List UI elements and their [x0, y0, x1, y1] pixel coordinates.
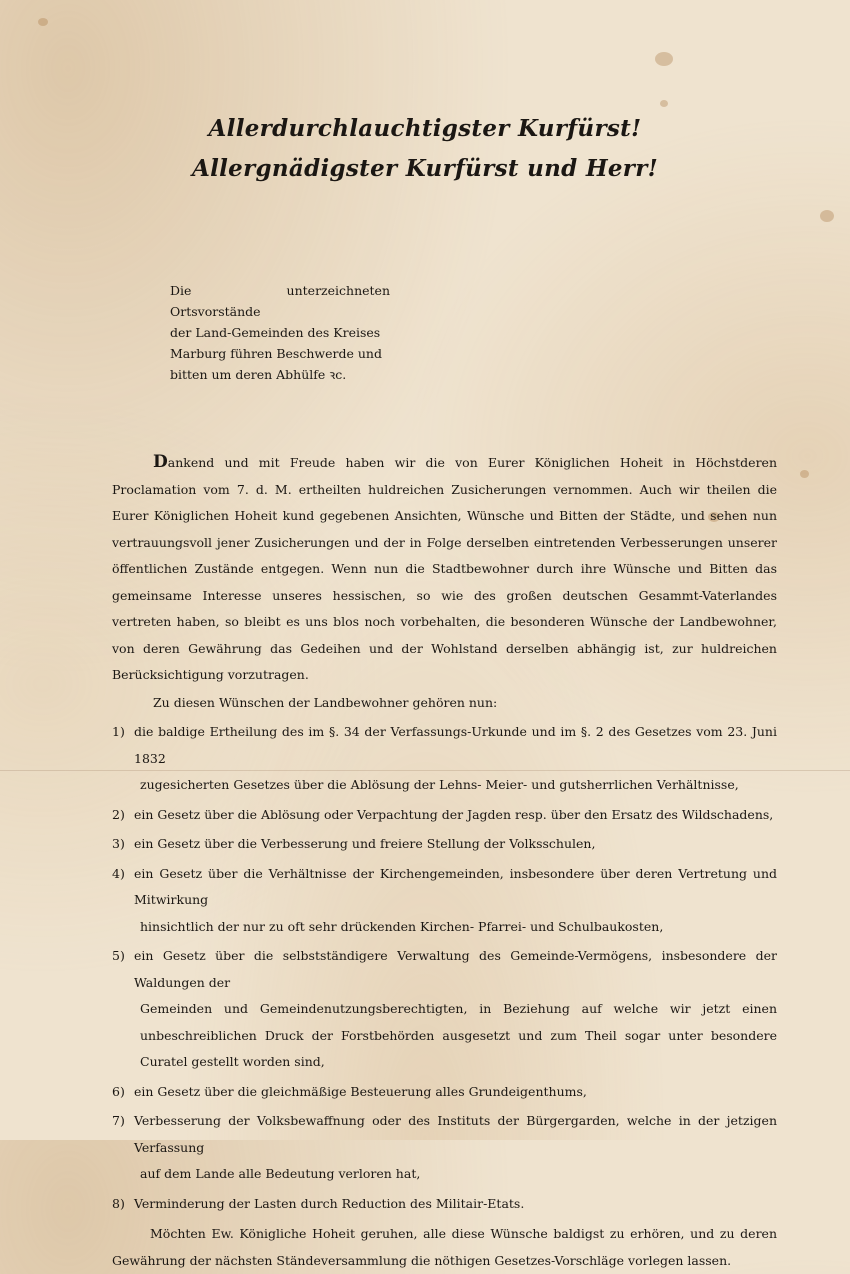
subject-summary: [170, 280, 390, 385]
list-item: [112, 943, 777, 1076]
list-item-continuation: Gemeinden und Gemeindenutzungsberechtigten, in Beziehung auf welche wir jetzt einen unbeschreiblichen Druck der Forstbehörden ausgesetzt und zum Theil sogar unter besondere Curatel gestellt worden sind,: [140, 1001, 777, 1069]
drop-cap: D: [153, 452, 168, 472]
list-item-number: 8): [112, 1195, 125, 1211]
subject-line: Marburg führen Beschwerde und: [170, 346, 382, 361]
subject-line: der Land-Gemeinden des Kreises: [170, 325, 381, 340]
list-item-continuation: hinsichtlich der nur zu oft sehr drückenden Kirchen- Pfarrei- und Schulbaukosten,: [140, 918, 664, 934]
list-item-text: ein Gesetz über die Ablösung oder Verpachtung der Jagden resp. über den Ersatz des Wildschadens,: [134, 806, 774, 822]
list-item-number: 1): [112, 724, 125, 739]
list-intro: Zu diesen Wünschen der Landbewohner gehören nun:: [153, 694, 498, 710]
list-item-text: ein Gesetz über die Verhältnisse der Kirchengemeinden, insbesondere über deren Vertretung und Mitwirkung: [134, 865, 777, 907]
list-item-number: 6): [112, 1083, 125, 1099]
list-item-number: 2): [112, 806, 125, 822]
closing-paragraph: Möchten Ew. Königliche Hoheit geruhen, alle diese Wünsche baldigst zu erhören, und zu deren Gewährung der nächsten Ständeversammlung die nöthigen Gesetzes-Vorschläge vorlegen lassen.: [112, 1226, 777, 1268]
list-item-text: ein Gesetz über die gleichmäßige Besteuerung alles Grundeigenthums,: [134, 1083, 587, 1099]
list-item-continuation: zugesicherten Gesetzes über die Ablösung der Lehns- Meier- und gutsherrlichen Verhältnisse,: [140, 777, 739, 792]
list-item: [112, 1108, 777, 1188]
heading-line-1: Allerdurchlauchtigster Kurfürst!: [208, 115, 642, 142]
list-item-text: ein Gesetz über die selbstständigere Verwaltung des Gemeinde-Vermögens, insbesondere der Waldungen der: [134, 948, 777, 990]
list-item-text: Verminderung der Lasten durch Reduction des Militair-Etats.: [134, 1195, 525, 1211]
list-item-continuation: auf dem Lande alle Bedeutung verloren hat,: [140, 1166, 421, 1181]
list-item: [112, 1191, 777, 1218]
list-item: [112, 831, 777, 858]
list-item: [112, 861, 777, 941]
list-item-text: die baldige Ertheilung des im §. 34 der Verfassungs-Urkunde und im §. 2 des Gesetzes vom 23. Juni 1832: [134, 724, 777, 766]
intro-text: ankend und mit Freude haben wir die von Eurer Königlichen Hoheit in Höchstderen Proclamation vom 7. d. M. ertheilten huldreichen Zusicherungen vernommen. Auch wir theilen die Eurer Königlichen Hoheit kund gegebenen Ansichten, Wünsche und Bitten der Städte, und sehen nun vertrauungsvoll jener Zusicherungen und der in Folge derselben eintretenden Verbesserungen unserer öffentlichen Zustände entgegen. Wenn nun die Stadtbewohner durch ihre Wünsche und Bitten das gemeinsame Interesse unseres hessischen, so wie des großen deutschen Gesammt-Vaterlandes vertreten haben, so bleibt es uns blos noch vorbehalten, die besonderen Wünsche der Landbewohner, von deren Gewährung das Gedeihen und der Wohlstand derselben abhängig ist, zur huldreichen Berücksichtigung vorzutragen.: [112, 455, 777, 682]
list-item: [112, 802, 777, 829]
heading-line-2: Allergnädigster Kurfürst und Herr!: [191, 155, 659, 182]
list-item-number: 5): [112, 948, 125, 963]
list-item-number: 3): [112, 836, 125, 851]
intro-paragraph: [112, 449, 777, 689]
subject-line: Die unterzeichneten Ortsvorstände: [170, 283, 390, 319]
list-item: [112, 1079, 777, 1106]
list-item-number: 4): [112, 865, 125, 881]
list-item-text: ein Gesetz über die Verbesserung und freiere Stellung der Volksschulen,: [134, 836, 596, 851]
list-item-text: Verbesserung der Volksbewaffnung oder des Instituts der Bürgergarden, welche in der jetzigen Verfassung: [134, 1113, 777, 1155]
petition-body: [112, 449, 777, 1274]
subject-line: bitten um deren Abhülfe ꝛc.: [170, 367, 347, 382]
list-item: [112, 719, 777, 799]
list-item-number: 7): [112, 1113, 125, 1128]
